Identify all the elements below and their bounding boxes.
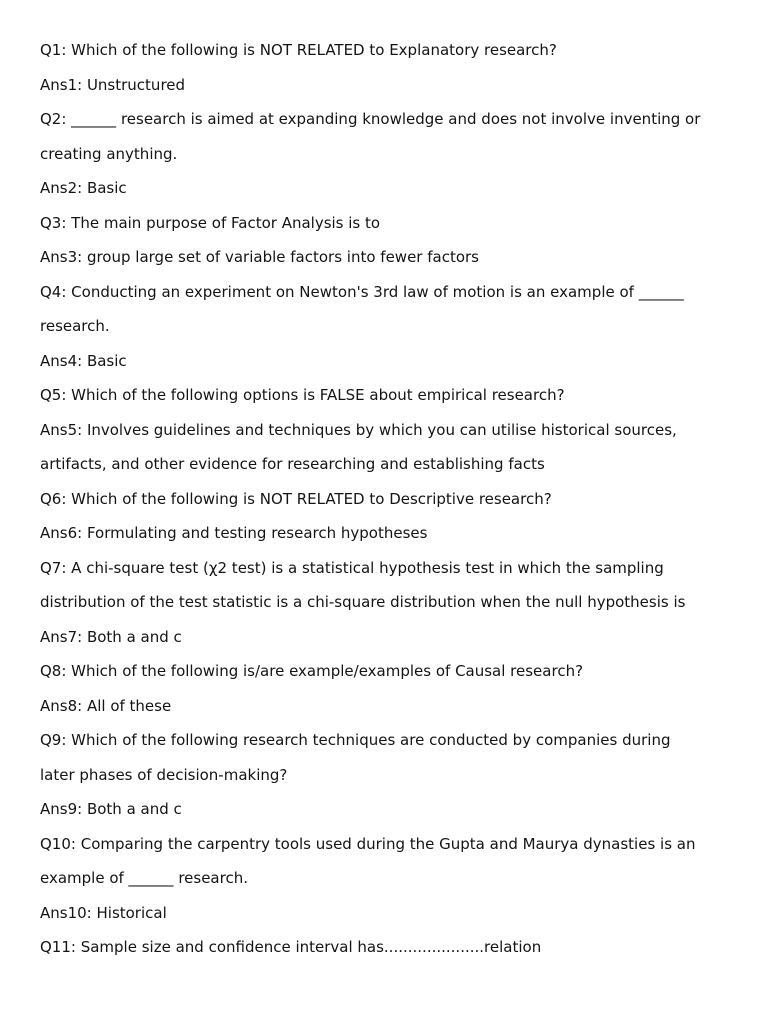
answer-5: Ans5: Involves guidelines and techniques by which you can utilise historical sources, [40,420,677,439]
question-10-continued: example of ______ research. [40,869,248,887]
question-1: Q1: Which of the following is NOT RELATED to Explanatory research? [40,41,557,59]
document-page [40,33,730,965]
answer-8: Ans8: All of these [40,696,172,715]
answer-10: Ans10: Historical [40,903,167,922]
question-4-continued: research. [40,317,110,335]
question-9: Q9: Which of the following research techniques are conducted by companies during [40,731,671,749]
question-7: Q7: A chi-square test (χ2 test) is a statistical hypothesis test in which the sampling [40,558,664,577]
question-11: Q11: Sample size and confidence interval has.....................relation [40,938,542,956]
answer-4: Ans4: Basic [40,351,127,370]
answer-5-continued: artifacts, and other evidence for researching and establishing facts [40,455,545,473]
answer-3: Ans3: group large set of variable factors into fewer factors [40,248,479,266]
answer-7: Ans7: Both a and c [40,627,182,646]
answer-9: Ans9: Both a and c [40,800,182,818]
question-6: Q6: Which of the following is NOT RELATED to Descriptive research? [40,489,552,508]
question-3: Q3: The main purpose of Factor Analysis is to [40,213,381,232]
question-10: Q10: Comparing the carpentry tools used during the Gupta and Maurya dynasties is an [40,834,696,853]
question-8: Q8: Which of the following is/are example/examples of Causal research? [40,662,584,680]
answer-6: Ans6: Formulating and testing research hypotheses [40,524,428,542]
question-9-continued: later phases of decision-making? [40,765,288,784]
answer-2: Ans2: Basic [40,179,127,197]
question-2: Q2: ______ research is aimed at expanding knowledge and does not involve inventing or [40,110,701,128]
question-4: Q4: Conducting an experiment on Newton's 3rd law of motion is an example of ______ [40,282,684,301]
question-2-continued: creating anything. [40,144,178,163]
question-5: Q5: Which of the following options is FALSE about empirical research? [40,386,565,404]
question-7-continued: distribution of the test statistic is a chi-square distribution when the null hypothesis is [40,593,686,611]
answer-1: Ans1: Unstructured [40,75,186,94]
